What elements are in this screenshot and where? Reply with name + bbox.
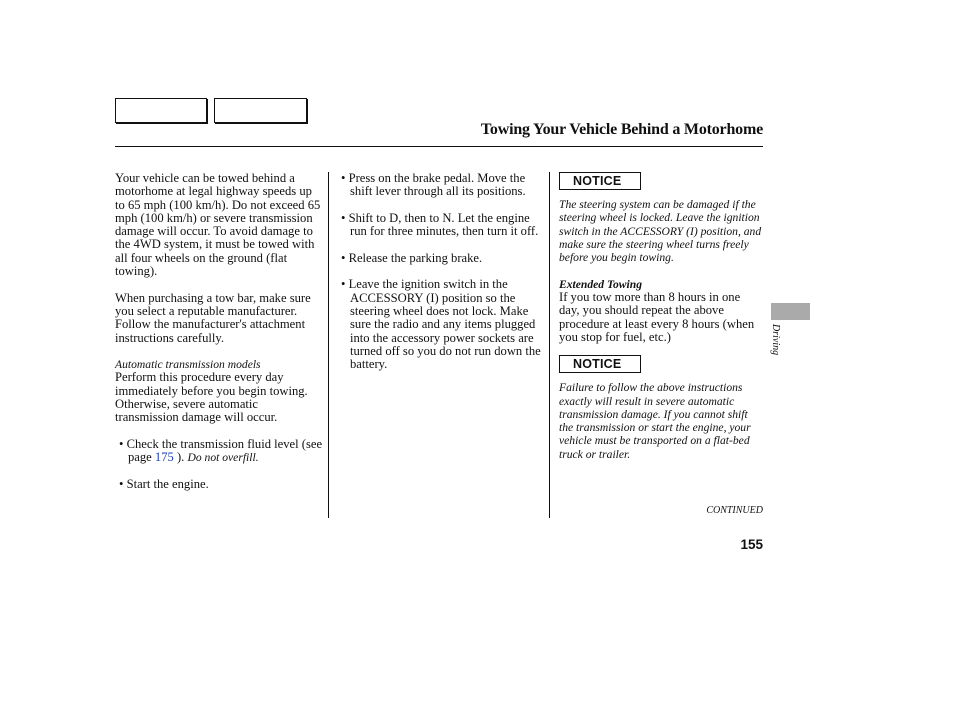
notice-label-2: NOTICE <box>559 355 641 373</box>
bullet-shift-text: Shift to D, then to N. Let the engine run for three minutes, then turn it off. <box>348 210 539 239</box>
intro-paragraph: Your vehicle can be towed behind a motorhome at legal highway speeds up to 65 mph (100 km/h). Do not exceed 65 mph (100 km/h) or severe transmission damage will occur. To avoid damage to the 4WD system, it must be towed with all four wheels on the ground (flat towing). <box>115 171 321 279</box>
page-number: 155 <box>740 537 763 552</box>
notice-label-1: NOTICE <box>559 172 641 190</box>
column-2 <box>341 172 544 371</box>
automatic-transmission-subheading: Automatic transmission models <box>115 358 261 372</box>
page-reference-link[interactable]: 175 <box>154 450 174 465</box>
tow-bar-paragraph: When purchasing a tow bar, make sure you select a reputable manufacturer. Follow the manufacturer's attachment instructions carefully. <box>115 290 311 345</box>
bullet-start-engine: • Start the engine. <box>119 476 209 491</box>
bullet-parking-brake-text: Release the parking brake. <box>348 250 483 265</box>
column-1 <box>115 172 323 491</box>
bullet-check-fluid-close: ). <box>173 450 188 465</box>
continued-label: CONTINUED <box>706 505 763 516</box>
column-divider-1 <box>328 172 329 518</box>
extended-towing-subheading: Extended Towing <box>559 277 642 291</box>
section-tab <box>771 303 810 320</box>
extended-towing-paragraph: If you tow more than 8 hours in one day, you should repeat the above procedure at least every 8 hours (when you stop for fuel, etc.) <box>559 290 755 344</box>
bullet-check-fluid: • Check the transmission fluid level (see page 175 ). Do not overfill. <box>119 436 323 465</box>
bullet-start-engine-text: Start the engine. <box>126 476 209 491</box>
nav-box-left[interactable] <box>115 98 207 123</box>
title-rule <box>115 146 763 147</box>
nav-box-right[interactable] <box>214 98 307 123</box>
bullet-ignition: • Leave the ignition switch in the ACCESSORY (I) position so the steering wheel does not lock. Make sure the radio and any items plugged into the accessory power sockets are turned off so you do not run down the battery. <box>341 277 541 372</box>
bullet-brake-pedal-text: Press on the brake pedal. Move the shift lever through all its positions. <box>348 171 526 199</box>
bullet-brake-pedal: • Press on the brake pedal. Move the shift lever through all its positions. <box>341 171 526 199</box>
do-not-overfill-note: Do not overfill. <box>187 451 259 465</box>
notice-text-steering: The steering system can be damaged if the steering wheel is locked. Leave the ignition switch in the ACCESSORY (I) position, and make sure the steering wheel turns freely before you begin towing. <box>559 198 762 265</box>
page-title: Towing Your Vehicle Behind a Motorhome <box>480 121 763 138</box>
procedure-paragraph: Perform this procedure every day immediately before you begin towing. Otherwise, severe automatic transmission damage will occur. <box>115 370 308 425</box>
column-divider-2 <box>549 172 550 518</box>
bullet-parking-brake: • Release the parking brake. <box>341 250 483 265</box>
column-3 <box>559 172 763 461</box>
bullet-ignition-text: Leave the ignition switch in the ACCESSORY (I) position so the steering wheel does not lock. Make sure the radio and any items plugged into the accessory power sockets are turned off so you do not run down the battery. <box>348 277 541 372</box>
bullet-check-fluid-text: Check the transmission fluid level (see page <box>126 436 323 465</box>
section-label: Driving <box>770 324 781 356</box>
bullet-shift: • Shift to D, then to N. Let the engine run for three minutes, then turn it off. <box>341 210 539 239</box>
notice-text-transmission: Failure to follow the above instructions exactly will result in severe automatic transmission damage. If you cannot shift the transmission or start the engine, your vehicle must be transported on a flat-bed truck or trailer. <box>559 381 751 461</box>
